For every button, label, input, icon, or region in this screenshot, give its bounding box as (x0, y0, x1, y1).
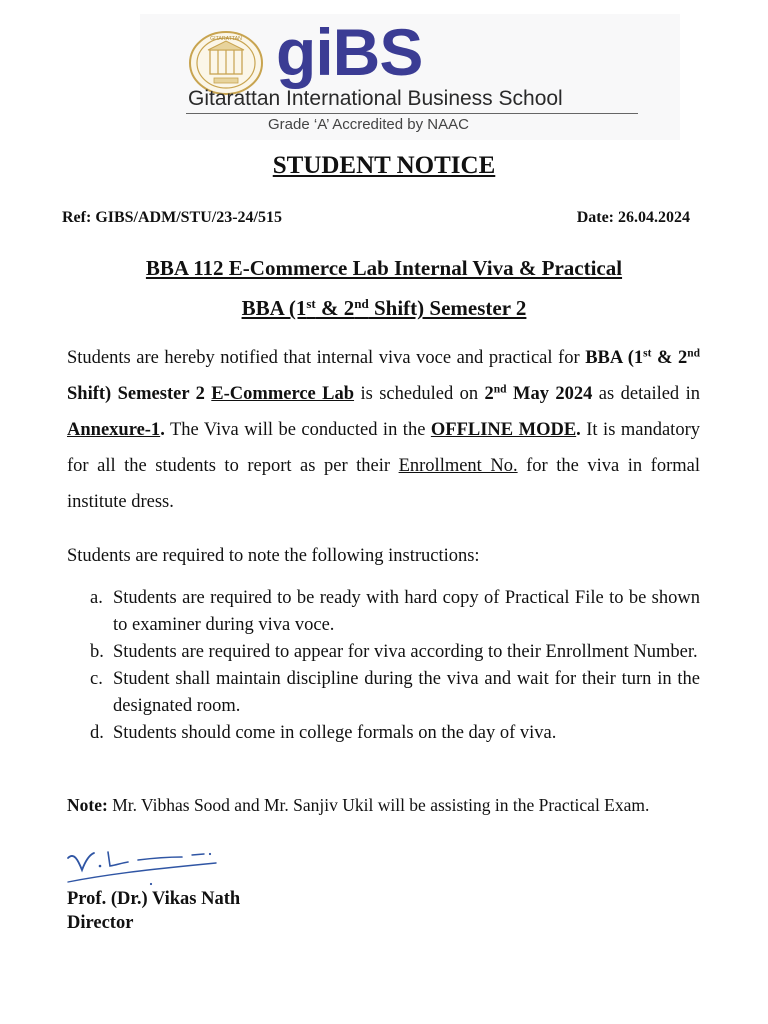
notice-date: Date: 26.04.2024 (576, 209, 690, 226)
letterhead (140, 14, 680, 140)
note-text: Mr. Vibhas Sood and Mr. Sanjiv Ukil will be assisting in the Practical Exam. (107, 795, 650, 815)
instruction-marker: b. (90, 642, 104, 662)
instructions-intro: Students are required to note the following instructions: (67, 546, 480, 566)
instruction-marker: a. (90, 588, 103, 608)
instruction-text: Student shall maintain discipline during the viva and wait for their turn in the designated room. (113, 669, 700, 716)
instructions-list (90, 585, 700, 747)
instruction-item (90, 639, 700, 666)
instruction-marker: d. (90, 723, 104, 743)
notice-title: STUDENT NOTICE (272, 152, 496, 179)
brand-logo-text: giBS (276, 15, 423, 89)
seal-text: GITARATTAN (210, 36, 242, 42)
reference-line (62, 209, 690, 227)
instruction-item (90, 666, 700, 720)
note (67, 792, 717, 818)
instruction-item (90, 585, 700, 639)
signatory-title: Director (67, 913, 134, 933)
class-heading: BBA (1st & 2nd Shift) Semester 2 (241, 295, 527, 320)
accreditation-text: Grade ‘A’ Accredited by NAAC (268, 116, 469, 133)
institution-name: Gitarattan International Business School (188, 87, 563, 110)
instruction-text: Students are required to be ready with hard copy of Practical File to be shown to examiner during viva voce. (113, 588, 700, 635)
instruction-text: Students are required to appear for viva according to their Enrollment Number. (113, 642, 698, 662)
instruction-text: Students should come in college formals on the day of viva. (113, 723, 557, 743)
signatory-name: Prof. (Dr.) Vikas Nath (67, 889, 241, 909)
instruction-marker: c. (90, 669, 103, 689)
signature-image (64, 838, 234, 890)
notice-paragraph: Students are hereby notified that internal viva voce and practical for BBA (1st & 2nd Shift) Semester 2 E-Commerce Lab is scheduled on 2nd May 2024 as detailed in Annexure-1. The Viva will be conducted in the OFFLINE MODE. It is mandatory for all the students to report as per their Enrollment No. for the viva in formal institute dress. (67, 347, 700, 512)
subject-heading: BBA 112 E-Commerce Lab Internal Viva & Practical (145, 256, 623, 280)
reference-number: Ref: GIBS/ADM/STU/23-24/515 (62, 209, 282, 226)
note-label: Note: (67, 795, 108, 815)
letterhead-divider (186, 113, 638, 114)
instruction-item (90, 720, 700, 747)
